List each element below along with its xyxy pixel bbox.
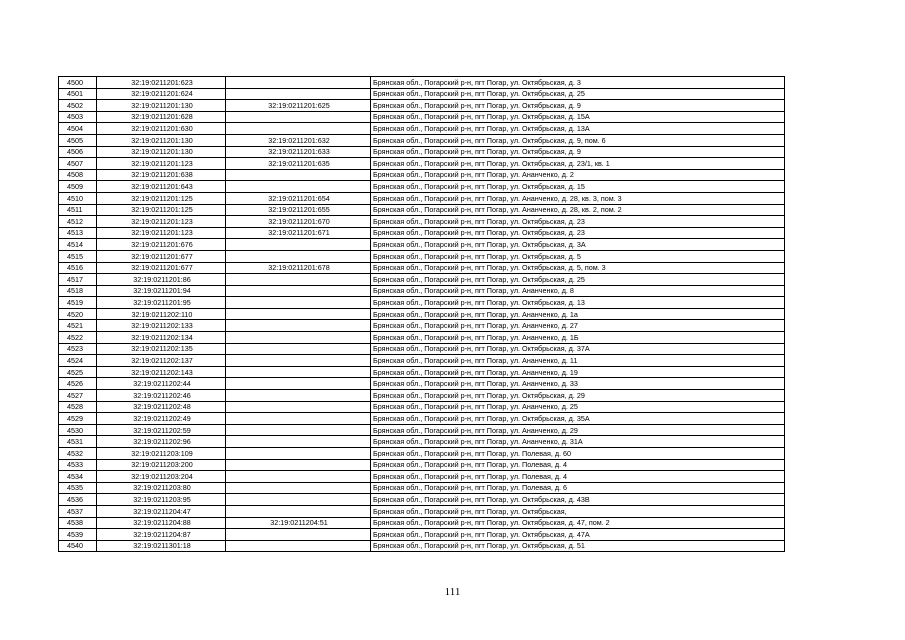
parent-cadastral-number-cell: 32:19:0211201:670 — [226, 216, 371, 228]
address-cell: Брянская обл., Погарский р-н, пгт Погар, ул. Октябрьская, д. 23 — [371, 227, 785, 239]
parent-cadastral-number-cell — [226, 424, 371, 436]
address-cell: Брянская обл., Погарский р-н, пгт Погар, ул. Октябрьская, — [371, 505, 785, 517]
table-row — [59, 146, 785, 158]
parent-cadastral-number-cell — [226, 343, 371, 355]
table-row — [59, 424, 785, 436]
cadastral-number-cell: 32:19:0211201:86 — [97, 274, 226, 286]
row-number-cell: 4512 — [59, 216, 97, 228]
row-number-cell: 4518 — [59, 285, 97, 297]
table-row — [59, 366, 785, 378]
parent-cadastral-number-cell — [226, 123, 371, 135]
parent-cadastral-number-cell — [226, 529, 371, 541]
cadastral-number-cell: 32:19:0211201:130 — [97, 100, 226, 112]
cadastral-number-cell: 32:19:0211202:137 — [97, 355, 226, 367]
table-row — [59, 239, 785, 251]
table-row — [59, 320, 785, 332]
cadastral-number-cell: 32:19:0211202:46 — [97, 390, 226, 402]
row-number-cell: 4517 — [59, 274, 97, 286]
table-row — [59, 297, 785, 309]
table-row — [59, 390, 785, 402]
parent-cadastral-number-cell — [226, 482, 371, 494]
parent-cadastral-number-cell — [226, 332, 371, 344]
parent-cadastral-number-cell: 32:19:0211201:655 — [226, 204, 371, 216]
parent-cadastral-number-cell — [226, 77, 371, 89]
table-row — [59, 262, 785, 274]
row-number-cell: 4525 — [59, 366, 97, 378]
cadastral-number-cell: 32:19:0211202:110 — [97, 308, 226, 320]
parent-cadastral-number-cell — [226, 250, 371, 262]
row-number-cell: 4540 — [59, 540, 97, 552]
address-cell: Брянская обл., Погарский р-н, пгт Погар, ул. Ананченко, д. 28, кв. 3, пом. 3 — [371, 192, 785, 204]
address-cell: Брянская обл., Погарский р-н, пгт Погар, ул. Ананченко, д. 1Б — [371, 332, 785, 344]
table-row — [59, 413, 785, 425]
row-number-cell: 4536 — [59, 494, 97, 506]
table-row — [59, 274, 785, 286]
table-row — [59, 494, 785, 506]
address-cell: Брянская обл., Погарский р-н, пгт Погар, ул. Октябрьская, д. 3А — [371, 239, 785, 251]
table-row — [59, 169, 785, 181]
row-number-cell: 4520 — [59, 308, 97, 320]
row-number-cell: 4514 — [59, 239, 97, 251]
cadastral-number-cell: 32:19:0211204:87 — [97, 529, 226, 541]
row-number-cell: 4511 — [59, 204, 97, 216]
cadastral-number-cell: 32:19:0211202:143 — [97, 366, 226, 378]
table-row — [59, 540, 785, 552]
cadastral-number-cell: 32:19:0211203:109 — [97, 448, 226, 460]
address-cell: Брянская обл., Погарский р-н, пгт Погар, ул. Октябрьская, д. 37А — [371, 343, 785, 355]
parent-cadastral-number-cell — [226, 401, 371, 413]
address-cell: Брянская обл., Погарский р-н, пгт Погар, ул. Ананченко, д. 33 — [371, 378, 785, 390]
address-cell: Брянская обл., Погарский р-н, пгт Погар, ул. Октябрьская, д. 9, пом. 6 — [371, 134, 785, 146]
row-number-cell: 4503 — [59, 111, 97, 123]
table-row — [59, 517, 785, 529]
row-number-cell: 4523 — [59, 343, 97, 355]
address-cell: Брянская обл., Погарский р-н, пгт Погар, ул. Октябрьская, д. 15А — [371, 111, 785, 123]
address-cell: Брянская обл., Погарский р-н, пгт Погар, ул. Ананченко, д. 31А — [371, 436, 785, 448]
table-row — [59, 308, 785, 320]
parent-cadastral-number-cell: 32:19:0211201:633 — [226, 146, 371, 158]
address-cell: Брянская обл., Погарский р-н, пгт Погар, ул. Полевая, д. 4 — [371, 459, 785, 471]
address-cell: Брянская обл., Погарский р-н, пгт Погар, ул. Октябрьская, д. 13А — [371, 123, 785, 135]
parent-cadastral-number-cell — [226, 88, 371, 100]
row-number-cell: 4500 — [59, 77, 97, 89]
address-cell: Брянская обл., Погарский р-н, пгт Погар, ул. Октябрьская, д. 13 — [371, 297, 785, 309]
table-row — [59, 355, 785, 367]
row-number-cell: 4509 — [59, 181, 97, 193]
parent-cadastral-number-cell — [226, 111, 371, 123]
parent-cadastral-number-cell — [226, 494, 371, 506]
row-number-cell: 4527 — [59, 390, 97, 402]
row-number-cell: 4532 — [59, 448, 97, 460]
table-row — [59, 88, 785, 100]
cadastral-number-cell: 32:19:0211202:134 — [97, 332, 226, 344]
cadastral-number-cell: 32:19:0211301:18 — [97, 540, 226, 552]
cadastral-number-cell: 32:19:0211201:630 — [97, 123, 226, 135]
cadastral-number-cell: 32:19:0211202:96 — [97, 436, 226, 448]
parent-cadastral-number-cell — [226, 436, 371, 448]
address-cell: Брянская обл., Погарский р-н, пгт Погар, ул. Октябрьская, д. 47, пом. 2 — [371, 517, 785, 529]
address-cell: Брянская обл., Погарский р-н, пгт Погар, ул. Октябрьская, д. 51 — [371, 540, 785, 552]
parent-cadastral-number-cell — [226, 471, 371, 483]
cadastral-number-cell: 32:19:0211203:204 — [97, 471, 226, 483]
cadastral-number-cell: 32:19:0211201:130 — [97, 146, 226, 158]
address-cell: Брянская обл., Погарский р-н, пгт Погар, ул. Ананченко, д. 28, кв. 2, пом. 2 — [371, 204, 785, 216]
table-row — [59, 216, 785, 228]
cadastral-number-cell: 32:19:0211204:47 — [97, 505, 226, 517]
row-number-cell: 4521 — [59, 320, 97, 332]
row-number-cell: 4539 — [59, 529, 97, 541]
table-row — [59, 123, 785, 135]
row-number-cell: 4538 — [59, 517, 97, 529]
address-cell: Брянская обл., Погарский р-н, пгт Погар, ул. Октябрьская, д. 35А — [371, 413, 785, 425]
row-number-cell: 4516 — [59, 262, 97, 274]
table-row — [59, 285, 785, 297]
parent-cadastral-number-cell — [226, 320, 371, 332]
cadastral-number-cell: 32:19:0211201:676 — [97, 239, 226, 251]
parent-cadastral-number-cell — [226, 239, 371, 251]
cadastral-number-cell: 32:19:0211201:95 — [97, 297, 226, 309]
row-number-cell: 4506 — [59, 146, 97, 158]
parent-cadastral-number-cell — [226, 274, 371, 286]
table-row — [59, 471, 785, 483]
row-number-cell: 4515 — [59, 250, 97, 262]
table-row — [59, 134, 785, 146]
parent-cadastral-number-cell — [226, 181, 371, 193]
address-cell: Брянская обл., Погарский р-н, пгт Погар, ул. Октябрьская, д. 47А — [371, 529, 785, 541]
address-cell: Брянская обл., Погарский р-н, пгт Погар, ул. Октябрьская, д. 3 — [371, 77, 785, 89]
cadastral-number-cell: 32:19:0211201:628 — [97, 111, 226, 123]
row-number-cell: 4504 — [59, 123, 97, 135]
parent-cadastral-number-cell: 32:19:0211201:654 — [226, 192, 371, 204]
cadastral-number-cell: 32:19:0211201:638 — [97, 169, 226, 181]
cadastral-number-cell: 32:19:0211201:125 — [97, 192, 226, 204]
parent-cadastral-number-cell — [226, 459, 371, 471]
address-cell: Брянская обл., Погарский р-н, пгт Погар, ул. Октябрьская, д. 5 — [371, 250, 785, 262]
parent-cadastral-number-cell — [226, 366, 371, 378]
cadastral-number-cell: 32:19:0211202:49 — [97, 413, 226, 425]
row-number-cell: 4526 — [59, 378, 97, 390]
row-number-cell: 4505 — [59, 134, 97, 146]
row-number-cell: 4534 — [59, 471, 97, 483]
row-number-cell: 4535 — [59, 482, 97, 494]
parent-cadastral-number-cell: 32:19:0211201:632 — [226, 134, 371, 146]
parent-cadastral-number-cell — [226, 355, 371, 367]
parent-cadastral-number-cell — [226, 285, 371, 297]
cadastral-number-cell: 32:19:0211201:624 — [97, 88, 226, 100]
row-number-cell: 4519 — [59, 297, 97, 309]
address-cell: Брянская обл., Погарский р-н, пгт Погар, ул. Ананченко, д. 8 — [371, 285, 785, 297]
parent-cadastral-number-cell — [226, 448, 371, 460]
row-number-cell: 4502 — [59, 100, 97, 112]
parent-cadastral-number-cell — [226, 308, 371, 320]
cadastral-number-cell: 32:19:0211204:88 — [97, 517, 226, 529]
table-row — [59, 100, 785, 112]
address-cell: Брянская обл., Погарский р-н, пгт Погар, ул. Ананченко, д. 1а — [371, 308, 785, 320]
address-cell: Брянская обл., Погарский р-н, пгт Погар, ул. Октябрьская, д. 29 — [371, 390, 785, 402]
parent-cadastral-number-cell: 32:19:0211204:51 — [226, 517, 371, 529]
parent-cadastral-number-cell — [226, 390, 371, 402]
parent-cadastral-number-cell — [226, 540, 371, 552]
parent-cadastral-number-cell — [226, 505, 371, 517]
table-row — [59, 204, 785, 216]
parent-cadastral-number-cell — [226, 297, 371, 309]
parent-cadastral-number-cell — [226, 413, 371, 425]
page-number: 111 — [444, 586, 461, 598]
address-cell: Брянская обл., Погарский р-н, пгт Погар, ул. Октябрьская, д. 25 — [371, 274, 785, 286]
table-row — [59, 482, 785, 494]
cadastral-number-cell: 32:19:0211201:123 — [97, 227, 226, 239]
address-cell: Брянская обл., Погарский р-н, пгт Погар, ул. Октябрьская, д. 23 — [371, 216, 785, 228]
address-cell: Брянская обл., Погарский р-н, пгт Погар, ул. Ананченко, д. 29 — [371, 424, 785, 436]
cadastral-number-cell: 32:19:0211203:200 — [97, 459, 226, 471]
parent-cadastral-number-cell — [226, 378, 371, 390]
address-cell: Брянская обл., Погарский р-н, пгт Погар, ул. Октябрьская, д. 5, пом. 3 — [371, 262, 785, 274]
row-number-cell: 4510 — [59, 192, 97, 204]
cadastral-number-cell: 32:19:0211201:643 — [97, 181, 226, 193]
address-cell: Брянская обл., Погарский р-н, пгт Погар, ул. Ананченко, д. 19 — [371, 366, 785, 378]
table-row — [59, 332, 785, 344]
table-row — [59, 227, 785, 239]
table-row — [59, 529, 785, 541]
parent-cadastral-number-cell: 32:19:0211201:635 — [226, 158, 371, 170]
address-cell: Брянская обл., Погарский р-н, пгт Погар, ул. Ананченко, д. 2 — [371, 169, 785, 181]
table-row — [59, 448, 785, 460]
address-cell: Брянская обл., Погарский р-н, пгт Погар, ул. Октябрьская, д. 9 — [371, 146, 785, 158]
row-number-cell: 4508 — [59, 169, 97, 181]
table-row — [59, 343, 785, 355]
address-cell: Брянская обл., Погарский р-н, пгт Погар, ул. Октябрьская, д. 15 — [371, 181, 785, 193]
row-number-cell: 4524 — [59, 355, 97, 367]
address-cell: Брянская обл., Погарский р-н, пгт Погар, ул. Полевая, д. 4 — [371, 471, 785, 483]
parent-cadastral-number-cell: 32:19:0211201:671 — [226, 227, 371, 239]
row-number-cell: 4501 — [59, 88, 97, 100]
cadastral-number-cell: 32:19:0211203:95 — [97, 494, 226, 506]
table-body — [59, 77, 785, 552]
table-row — [59, 158, 785, 170]
address-cell: Брянская обл., Погарский р-н, пгт Погар, ул. Полевая, д. 60 — [371, 448, 785, 460]
cadastral-number-cell: 32:19:0211201:677 — [97, 250, 226, 262]
row-number-cell: 4513 — [59, 227, 97, 239]
table-row — [59, 378, 785, 390]
row-number-cell: 4529 — [59, 413, 97, 425]
parent-cadastral-number-cell: 32:19:0211201:678 — [226, 262, 371, 274]
cadastral-number-cell: 32:19:0211202:133 — [97, 320, 226, 332]
cadastral-number-cell: 32:19:0211201:94 — [97, 285, 226, 297]
address-cell: Брянская обл., Погарский р-н, пгт Погар, ул. Ананченко, д. 11 — [371, 355, 785, 367]
cadastral-number-cell: 32:19:0211202:48 — [97, 401, 226, 413]
cadastral-number-cell: 32:19:0211201:130 — [97, 134, 226, 146]
cadastral-number-cell: 32:19:0211201:123 — [97, 158, 226, 170]
address-cell: Брянская обл., Погарский р-н, пгт Погар, ул. Ананченко, д. 27 — [371, 320, 785, 332]
table-row — [59, 181, 785, 193]
parent-cadastral-number-cell: 32:19:0211201:625 — [226, 100, 371, 112]
cadastral-number-cell: 32:19:0211203:80 — [97, 482, 226, 494]
row-number-cell: 4533 — [59, 459, 97, 471]
cadastral-number-cell: 32:19:0211201:677 — [97, 262, 226, 274]
table-row — [59, 401, 785, 413]
cadastral-number-cell: 32:19:0211202:135 — [97, 343, 226, 355]
cadastral-number-cell: 32:19:0211201:123 — [97, 216, 226, 228]
row-number-cell: 4507 — [59, 158, 97, 170]
address-cell: Брянская обл., Погарский р-н, пгт Погар, ул. Полевая, д. 6 — [371, 482, 785, 494]
row-number-cell: 4528 — [59, 401, 97, 413]
table-row — [59, 111, 785, 123]
address-cell: Брянская обл., Погарский р-н, пгт Погар, ул. Октябрьская, д. 25 — [371, 88, 785, 100]
cadastral-table — [58, 76, 785, 552]
row-number-cell: 4537 — [59, 505, 97, 517]
cadastral-number-cell: 32:19:0211201:623 — [97, 77, 226, 89]
table-row — [59, 250, 785, 262]
table-row — [59, 192, 785, 204]
cadastral-number-cell: 32:19:0211202:44 — [97, 378, 226, 390]
address-cell: Брянская обл., Погарский р-н, пгт Погар, ул. Октябрьская, д. 23/1, кв. 1 — [371, 158, 785, 170]
table-row — [59, 436, 785, 448]
table-row — [59, 77, 785, 89]
row-number-cell: 4522 — [59, 332, 97, 344]
address-cell: Брянская обл., Погарский р-н, пгт Погар, ул. Октябрьская, д. 9 — [371, 100, 785, 112]
table-row — [59, 505, 785, 517]
address-cell: Брянская обл., Погарский р-н, пгт Погар, ул. Ананченко, д. 25 — [371, 401, 785, 413]
parent-cadastral-number-cell — [226, 169, 371, 181]
address-cell: Брянская обл., Погарский р-н, пгт Погар, ул. Октябрьская, д. 43В — [371, 494, 785, 506]
row-number-cell: 4531 — [59, 436, 97, 448]
cadastral-number-cell: 32:19:0211202:59 — [97, 424, 226, 436]
table-row — [59, 459, 785, 471]
row-number-cell: 4530 — [59, 424, 97, 436]
cadastral-number-cell: 32:19:0211201:125 — [97, 204, 226, 216]
